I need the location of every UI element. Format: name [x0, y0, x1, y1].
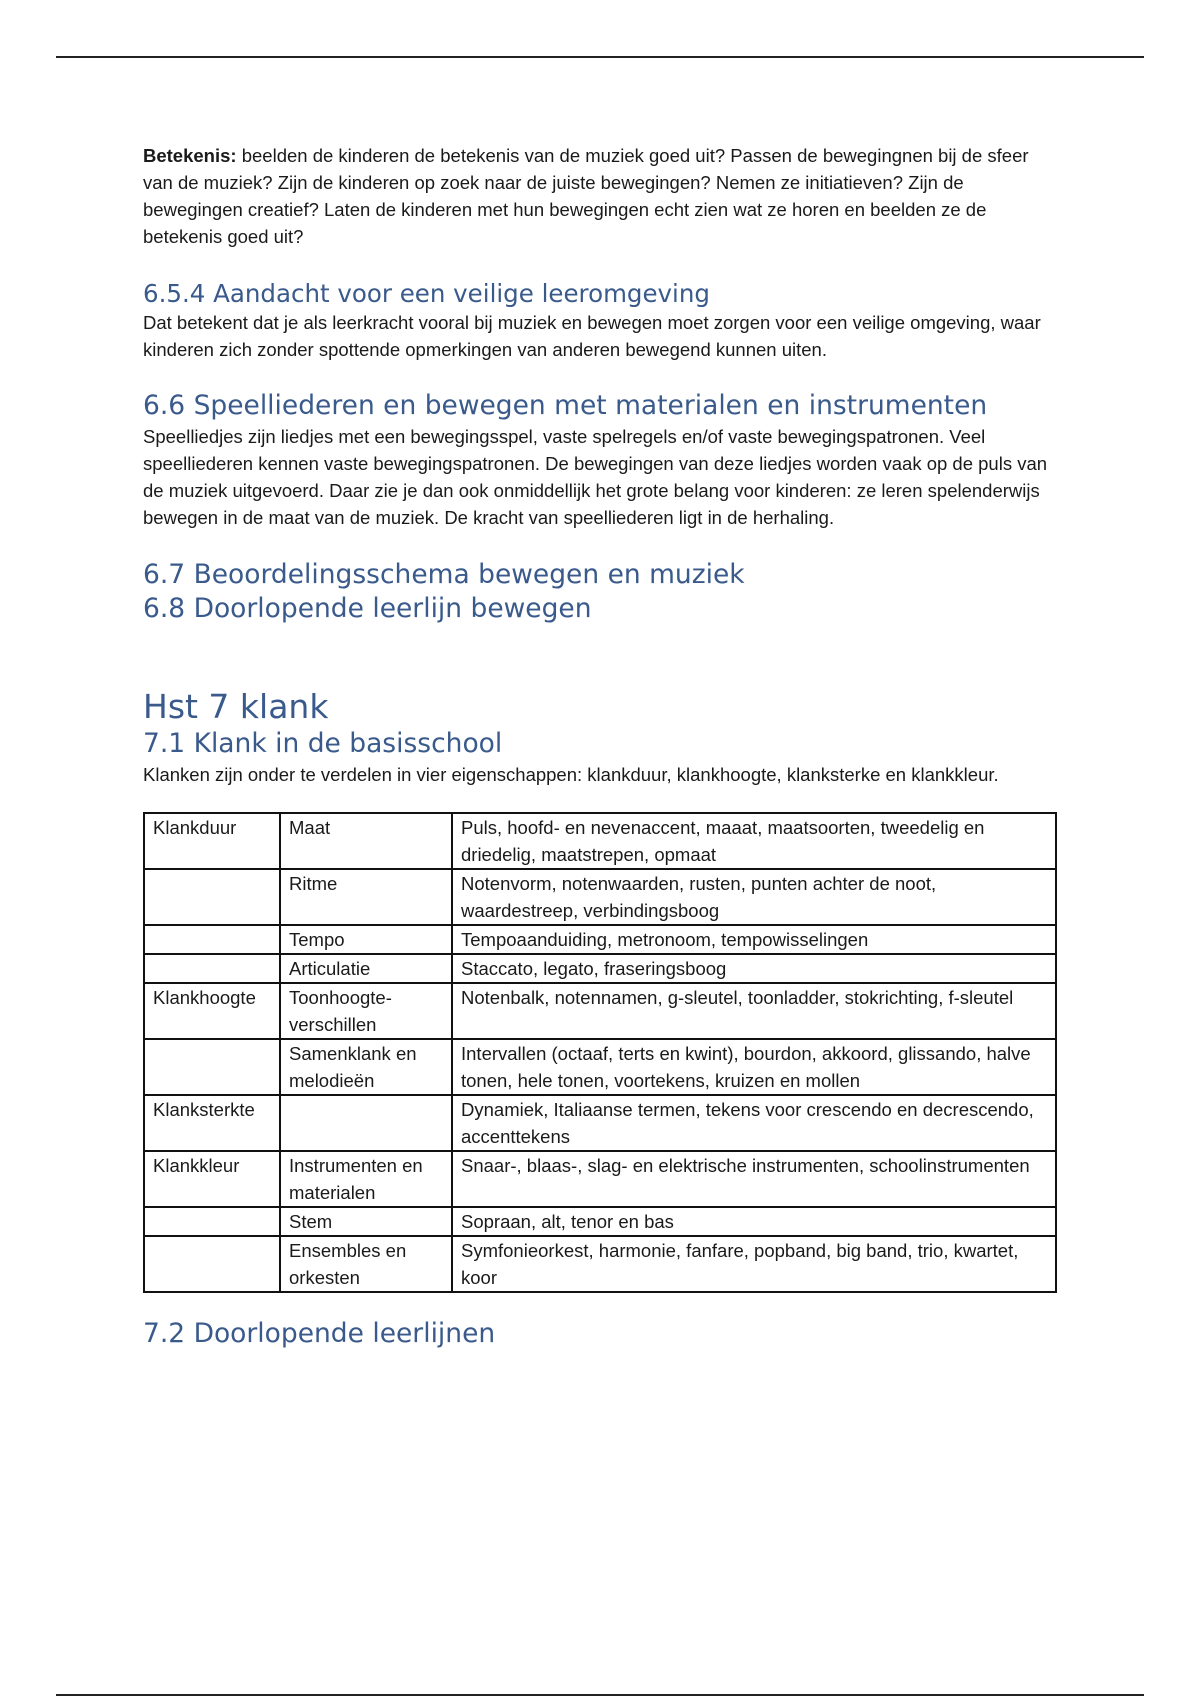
table-row [144, 1095, 1056, 1151]
heading-6-8: 6.8 Doorlopende leerlijn bewegen [143, 593, 592, 624]
table-cell-category: Klanksterkte [144, 1095, 280, 1151]
table-row [144, 1207, 1056, 1236]
table-cell-aspect: Samenklank en melodieën [280, 1039, 452, 1095]
page-content [143, 142, 1058, 1351]
heading-6-6: 6.6 Speelliederen en bewegen met materialen en instrumenten [143, 390, 988, 421]
footer-rule [56, 1694, 1144, 1696]
betekenis-paragraph [143, 142, 1058, 250]
table-row [144, 1151, 1056, 1207]
table-cell-aspect: Articulatie [280, 954, 452, 983]
table-cell-aspect: Stem [280, 1207, 452, 1236]
table-cell-content: Notenvorm, notenwaarden, rusten, punten achter de noot, waardestreep, verbindingsboog [452, 869, 1056, 925]
table-cell-content: Intervallen (octaaf, terts en kwint), bourdon, akkoord, glissando, halve tonen, hele tonen, voortekens, kruizen en mollen [452, 1039, 1056, 1095]
table-cell-content: Snaar-, blaas-, slag- en elektrische instrumenten, schoolinstrumenten [452, 1151, 1056, 1207]
klank-table [143, 812, 1057, 1293]
table-cell-content: Symfonieorkest, harmonie, fanfare, popband, big band, trio, kwartet, koor [452, 1236, 1056, 1292]
table-cell-content: Dynamiek, Italiaanse termen, tekens voor crescendo en decrescendo, accenttekens [452, 1095, 1056, 1151]
table-row [144, 869, 1056, 925]
table-cell-category [144, 1236, 280, 1292]
heading-7-2: 7.2 Doorlopende leerlijnen [143, 1318, 496, 1349]
table-row [144, 813, 1056, 869]
table-cell-aspect: Maat [280, 813, 452, 869]
paragraph-7-1: Klanken zijn onder te verdelen in vier eigenschappen: klankduur, klankhoogte, klanksterke en klankkleur. [143, 764, 999, 785]
header-rule [56, 56, 1144, 58]
chapter-7-title: Hst 7 klank [143, 687, 329, 726]
table-cell-category [144, 954, 280, 983]
betekenis-text: beelden de kinderen de betekenis van de muziek goed uit? Passen de bewegingnen bij de sfeer van de muziek? Zijn de kinderen op zoek naar de juiste bewegingen? Nemen ze initiatieven? Zijn de bewegingen creatief? Laten de kinderen met hun bewegingen echt zien wat ze horen en beelden ze de betekenis goed uit? [143, 145, 1029, 247]
table-cell-aspect: Instrumenten en materialen [280, 1151, 452, 1207]
table-cell-category: Klankhoogte [144, 983, 280, 1039]
table-row [144, 1236, 1056, 1292]
table-row [144, 1039, 1056, 1095]
table-cell-category [144, 925, 280, 954]
table-cell-category [144, 869, 280, 925]
table-cell-content: Staccato, legato, fraseringsboog [452, 954, 1056, 983]
table-cell-content: Tempoaanduiding, metronoom, tempowisselingen [452, 925, 1056, 954]
table-cell-category [144, 1039, 280, 1095]
table-cell-aspect: Ensembles en orkesten [280, 1236, 452, 1292]
table-cell-content: Notenbalk, notennamen, g-sleutel, toonladder, stokrichting, f-sleutel [452, 983, 1056, 1039]
heading-7-1: 7.1 Klank in de basisschool [143, 728, 503, 759]
table-row [144, 925, 1056, 954]
betekenis-label: Betekenis: [143, 145, 237, 166]
heading-6-7: 6.7 Beoordelingsschema bewegen en muziek [143, 559, 745, 590]
paragraph-6-5-4: Dat betekent dat je als leerkracht vooral bij muziek en bewegen moet zorgen voor een veilige omgeving, waar kinderen zich zonder spottende opmerkingen van anderen bewegend kunnen uiten. [143, 312, 1041, 360]
heading-6-5-4: 6.5.4 Aandacht voor een veilige leeromgeving [143, 279, 710, 308]
table-cell-content: Sopraan, alt, tenor en bas [452, 1207, 1056, 1236]
table-cell-category: Klankkleur [144, 1151, 280, 1207]
table-cell-aspect: Ritme [280, 869, 452, 925]
table-row [144, 983, 1056, 1039]
paragraph-6-6: Speelliedjes zijn liedjes met een bewegingsspel, vaste spelregels en/of vaste bewegingspatronen. Veel speelliederen kennen vaste bewegingspatronen. De bewegingen van deze liedjes worden vaak op de puls van de muziek uitgevoerd. Daar zie je dan ook onmiddellijk het grote belang voor kinderen: ze leren spelenderwijs bewegen in de maat van de muziek. De kracht van speelliederen ligt in de herhaling. [143, 426, 1048, 528]
table-cell-category: Klankduur [144, 813, 280, 869]
table-cell-aspect: Tempo [280, 925, 452, 954]
table-cell-category [144, 1207, 280, 1236]
table-cell-content: Puls, hoofd- en nevenaccent, maaat, maatsoorten, tweedelig en driedelig, maatstrepen, opmaat [452, 813, 1056, 869]
table-cell-aspect: Toonhoogte-verschillen [280, 983, 452, 1039]
table-row [144, 954, 1056, 983]
table-cell-aspect [280, 1095, 452, 1151]
